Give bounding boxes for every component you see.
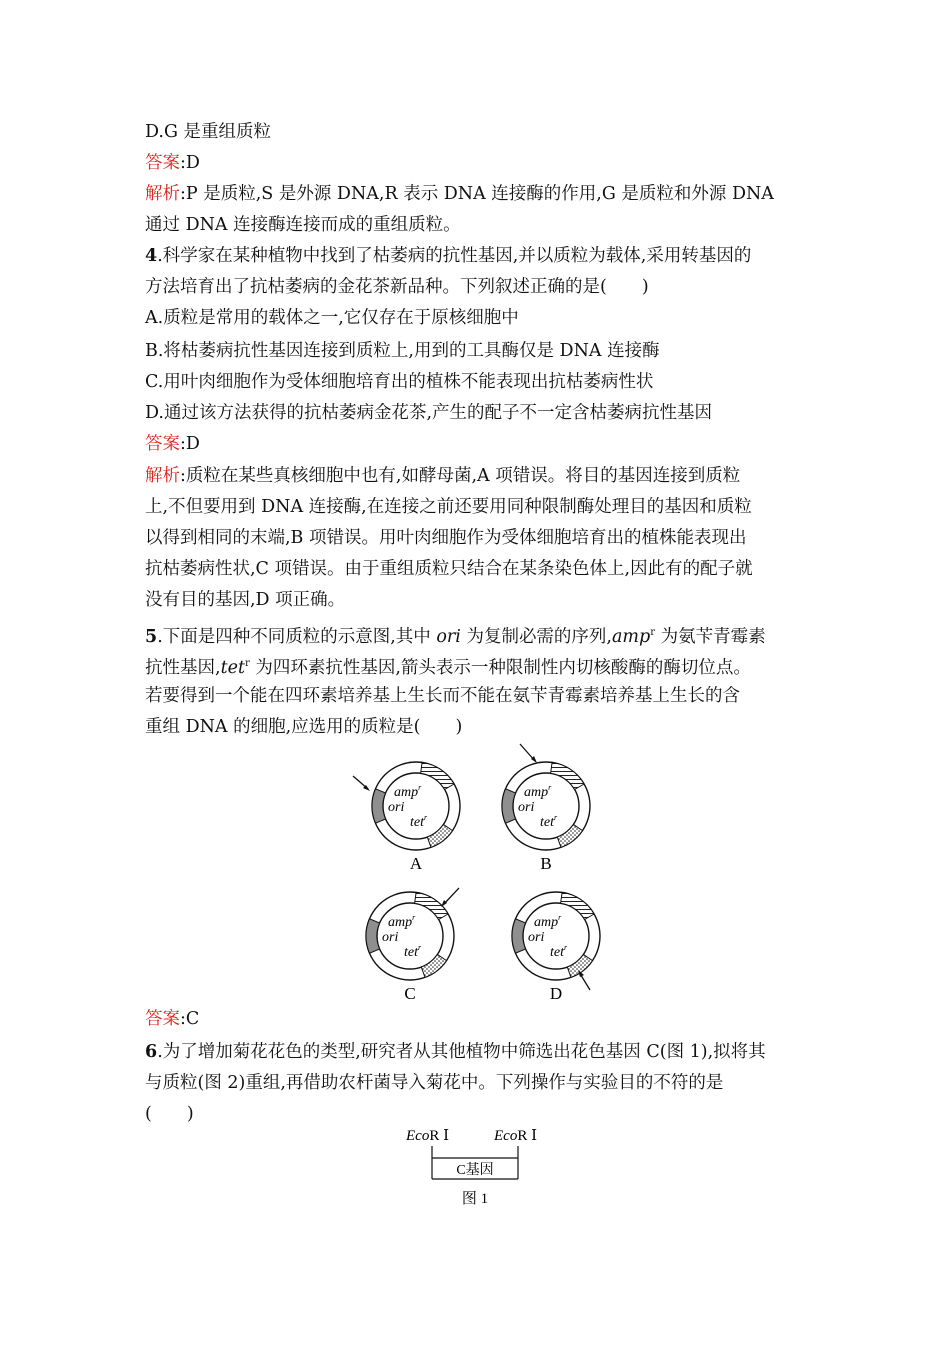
amp-gene-label: amp$^r$ <box>394 783 422 800</box>
ecori-site-left: EcoR Ⅰ <box>406 1128 450 1144</box>
plasmid-c <box>366 888 459 980</box>
q5-stem-line2 <box>145 652 751 680</box>
q6-stem-line2: 与质粒(图 2)重组,再借助农杆菌导入菊花中。下列操作与实验目的不符的是 <box>145 1073 724 1093</box>
q4-stem-line2: 方法培育出了抗枯萎病的金花茶新品种。下列叙述正确的是( ) <box>145 277 649 297</box>
q3-option-d: D.G 是重组质粒 <box>145 122 272 142</box>
stem-text: 为氨苄青霉素 <box>655 626 766 647</box>
stem-text: 为复制必需的序列, <box>460 626 612 647</box>
superscript-r: r <box>650 627 656 638</box>
q4-option-a: A.质粒是常用的载体之一,它仅存在于原核细胞中 <box>145 308 519 328</box>
ori-gene-label: ori <box>528 930 545 945</box>
c-gene-label: C基因 <box>456 1163 494 1178</box>
tet-gene-label: tet$^r$ <box>404 943 422 960</box>
tet-gene-label: tet$^r$ <box>550 943 568 960</box>
question-number: 6 <box>145 1042 158 1062</box>
q4-option-d: D.通过该方法获得的抗枯萎病金花茶,产生的配子不一定含枯萎病抗性基因 <box>145 403 713 423</box>
analysis-label: 解析 <box>145 184 180 204</box>
plasmid-label-b: B <box>540 854 552 873</box>
q4-answer <box>145 432 200 456</box>
ori-gene-label: ori <box>382 930 399 945</box>
analysis-label: 解析 <box>145 466 180 486</box>
q5-stem-line4: 重组 DNA 的细胞,应选用的质粒是( ) <box>145 717 463 737</box>
stem-text: .科学家在某种植物中找到了枯萎病的抗性基因,并以质粒为载体,采用转基因的 <box>157 246 752 266</box>
q4-analysis-line5: 没有目的基因,D 项正确。 <box>145 590 346 610</box>
amp-gene-label: amp$^r$ <box>534 913 562 930</box>
amp-gene-label: amp$^r$ <box>524 783 552 800</box>
figure-1 <box>400 1120 560 1212</box>
superscript-r: r <box>244 658 250 669</box>
q4-option-b: B.将枯萎病抗性基因连接到质粒上,用到的工具酶仅是 DNA 连接酶 <box>145 341 660 361</box>
plasmid-label-a: A <box>409 854 423 873</box>
q4-option-c: C.用叶肉细胞作为受体细胞培育出的植株不能表现出抗枯萎病性状 <box>145 372 654 392</box>
q5-stem-line3: 若要得到一个能在四环素培养基上生长而不能在氨苄青霉素培养基上生长的含 <box>145 686 740 706</box>
stem-text: 抗性基因, <box>145 657 221 678</box>
q5-stem-line1 <box>145 621 766 649</box>
analysis-text: :质粒在某些真核细胞中也有,如酵母菌,A 项错误。将目的基因连接到质粒 <box>180 466 741 486</box>
answer-value: :D <box>180 434 200 454</box>
question-number: 4 <box>145 246 158 266</box>
plasmid-a <box>353 762 460 850</box>
q3-analysis-line1 <box>145 182 774 206</box>
stem-text: .下面是四种不同质粒的示意图,其中 <box>157 626 437 647</box>
answer-value: :C <box>180 1009 200 1029</box>
figure-1-caption: 图 1 <box>461 1191 489 1207</box>
q6-stem-line1 <box>145 1040 766 1064</box>
plasmid-label-c: C <box>404 984 416 1002</box>
amp-gene-label: amp$^r$ <box>388 913 416 930</box>
ori-gene-label: ori <box>388 800 405 815</box>
question-number: 5 <box>145 626 158 647</box>
plasmid-d <box>512 892 600 990</box>
tet-gene-label: tet$^r$ <box>540 813 558 830</box>
tet-gene-label: tet$^r$ <box>410 813 428 830</box>
q4-analysis-line4: 抗枯萎病性状,C 项错误。由于重组质粒只结合在某条染色体上,因此有的配子就 <box>145 559 753 579</box>
plasmid-b <box>502 744 590 850</box>
amp-term: amp <box>612 626 651 647</box>
q3-analysis-line2: 通过 DNA 连接酶连接而成的重组质粒。 <box>145 215 461 235</box>
plasmid-figure <box>330 740 630 1002</box>
answer-value: :D <box>180 153 200 173</box>
answer-label: 答案 <box>145 434 180 454</box>
q4-analysis-line2: 上,不但要用到 DNA 连接酶,在连接之前还要用同种限制酶处理目的基因和质粒 <box>145 497 752 517</box>
ori-gene-label: ori <box>518 800 535 815</box>
analysis-text: :P 是质粒,S 是外源 DNA,R 表示 DNA 连接酶的作用,G 是质粒和外源 DNA <box>180 184 774 204</box>
ori-term: ori <box>436 626 461 647</box>
answer-label: 答案 <box>145 1009 180 1029</box>
ecori-site-right: EcoR Ⅰ <box>494 1128 538 1144</box>
plasmid-label-d: D <box>549 984 563 1002</box>
q5-answer <box>145 1007 199 1031</box>
q4-stem-line1 <box>145 244 751 268</box>
q6-stem-line3: ( ) <box>145 1104 194 1124</box>
tet-term: tet <box>220 657 245 678</box>
answer-label: 答案 <box>145 153 180 173</box>
q4-analysis-line3: 以得到相同的末端,B 项错误。用叶肉细胞作为受体细胞培育出的植株能表现出 <box>145 528 747 548</box>
stem-text: 为四环素抗性基因,箭头表示一种限制性内切核酸酶的酶切位点。 <box>249 657 751 678</box>
q4-analysis-line1 <box>145 464 740 488</box>
stem-text: .为了增加菊花花色的类型,研究者从其他植物中筛选出花色基因 C(图 1),拟将其 <box>157 1042 766 1062</box>
q3-answer <box>145 151 200 175</box>
